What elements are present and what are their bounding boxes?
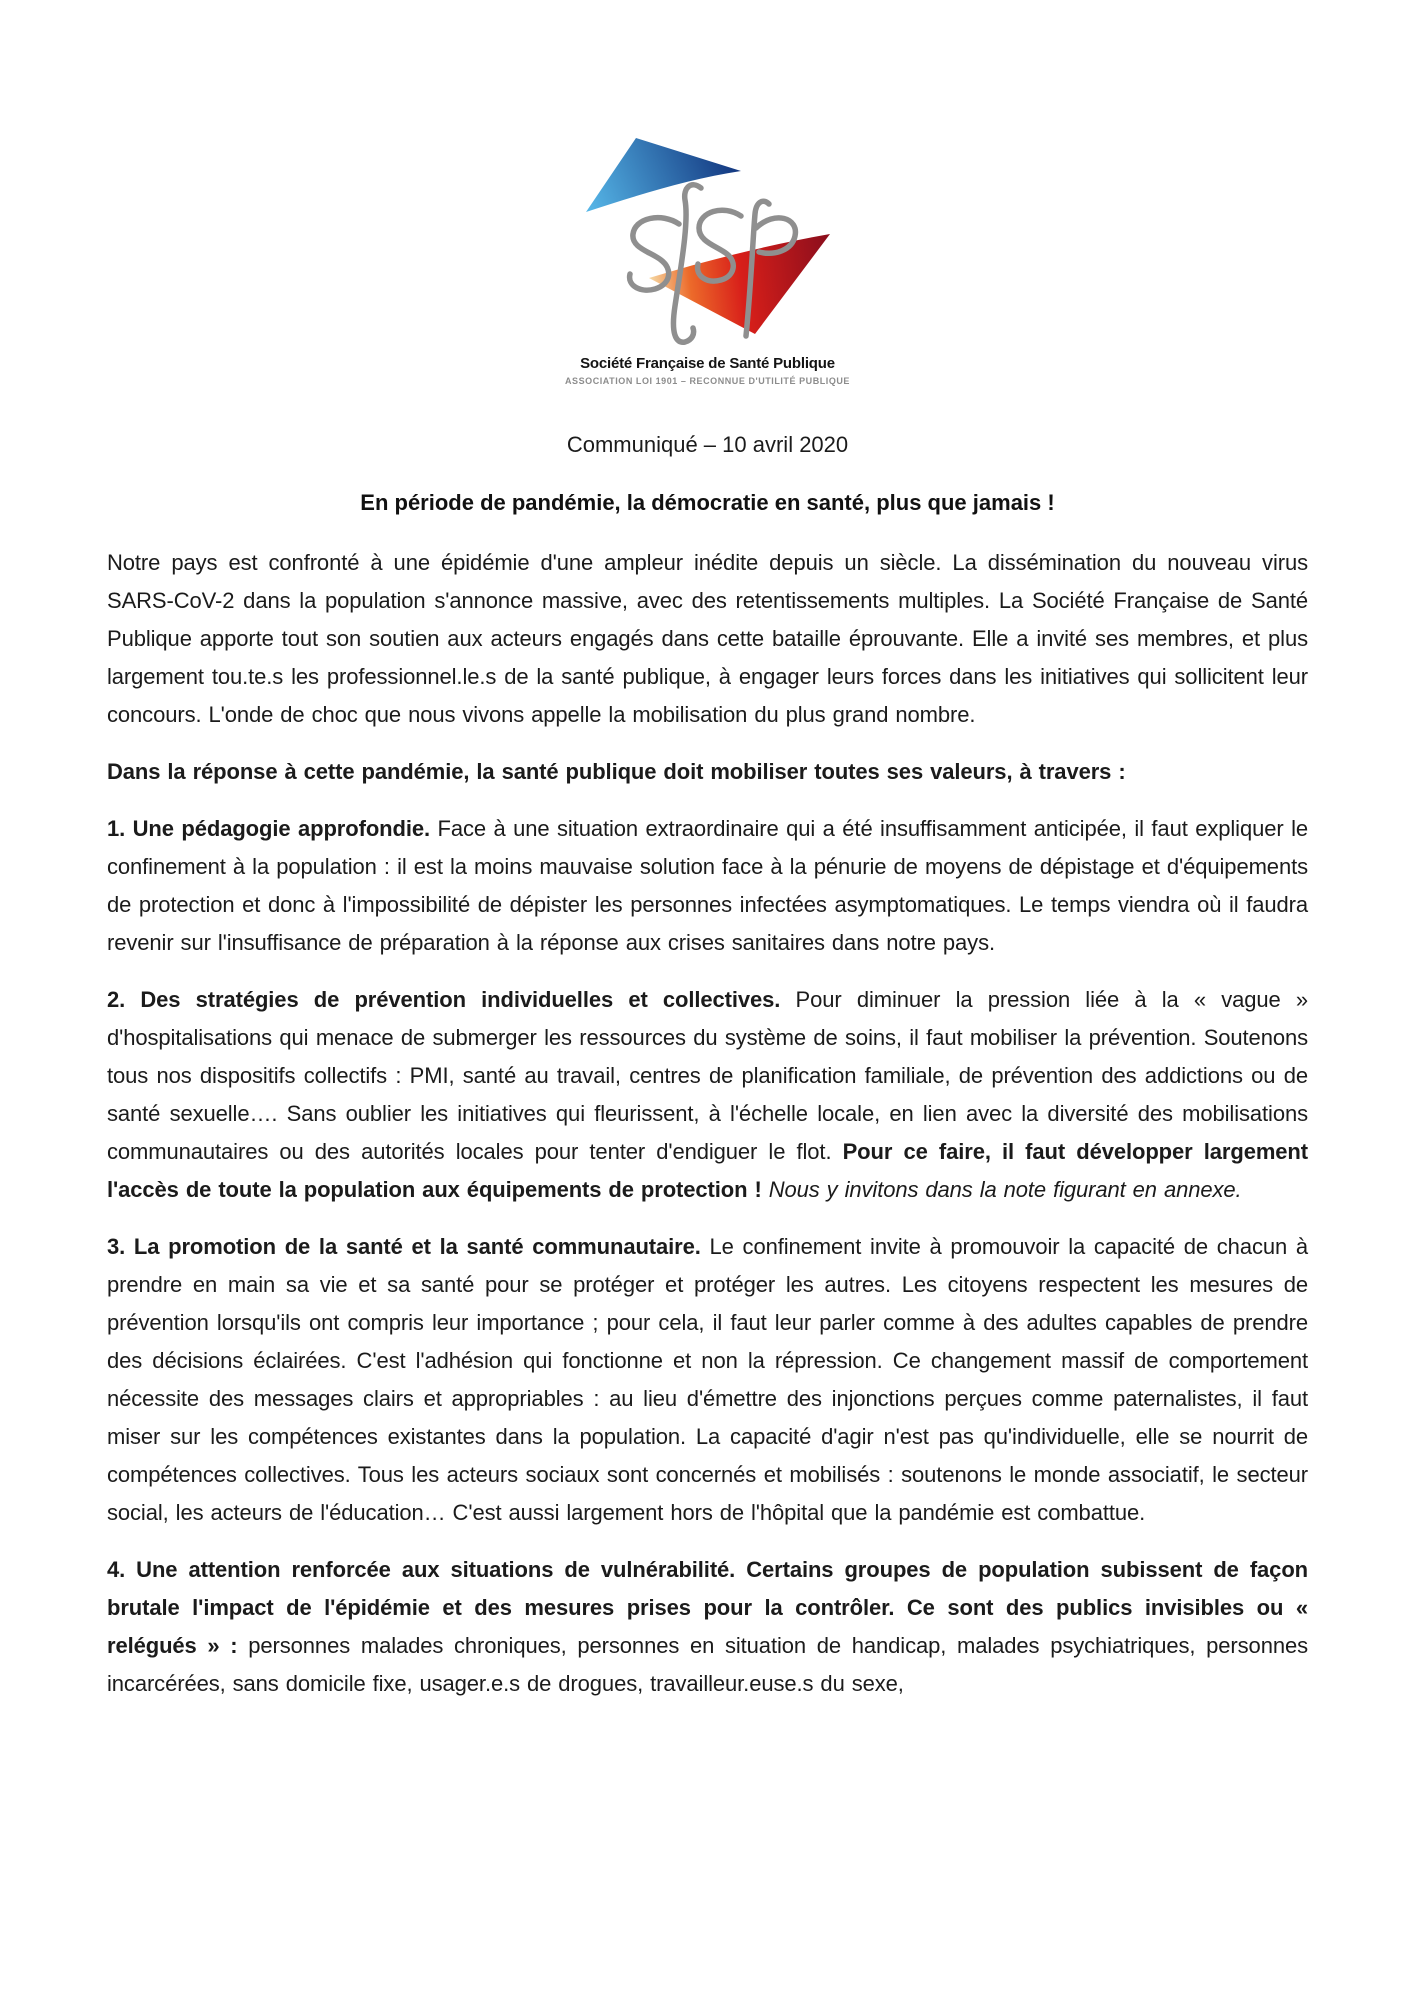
paragraph xyxy=(107,544,1308,734)
text-run-regular: personnes malades chroniques, personnes en situation de handicap, malades psychiatriques, personnes incarcérées, sans domicile fixe, usager.e.s de drogues, travailleur.euse.s du sexe, xyxy=(107,1633,1308,1696)
paragraph xyxy=(107,1551,1308,1703)
text-run-bold: 1. Une pédagogie approfondie. xyxy=(107,816,438,841)
paragraph xyxy=(107,810,1308,962)
text-run-bold: Pour ce faire, il faut développer largement l'accès de toute la population aux équipements de protection ! xyxy=(107,1139,1308,1202)
text-run-italic: Nous y invitons dans la note figurant en annexe. xyxy=(768,1177,1242,1202)
text-run-regular: Face à une situation extraordinaire qui a été insuffisamment anticipée, il faut expliquer le confinement à la population : il est la moins mauvaise solution face à la pénurie de moyens de dépistage et d'équipements de protection et donc à l'impossibilité de dépister les personnes infectées asymptomatiques. Le temps viendra où il faudra revenir sur l'insuffisance de préparation à la réponse aux crises sanitaires dans notre pays. xyxy=(107,816,1308,955)
text-run-regular: Pour diminuer la pression liée à la « vague » d'hospitalisations qui menace de submerger les ressources du système de soins, il faut mobiliser la prévention. Soutenons tous nos dispositifs collectifs : PMI, santé au travail, centres de planification familiale, de prévention des addictions ou de santé sexuelle…. Sans oublier les initiatives qui fleurissent, à l'échelle locale, en lien avec la diversité des mobilisations communautaires ou des autorités locales pour tenter d'endiguer le flot. xyxy=(107,987,1308,1164)
org-subtitle: ASSOCIATION LOI 1901 – RECONNUE D'UTILITÉ PUBLIQUE xyxy=(564,376,850,386)
paragraph xyxy=(107,753,1308,791)
text-run-bold: 4. Une attention renforcée aux situations de vulnérabilité. Certains groupes de population subissent de façon brutale l'impact de l'épidémie et des mesures prises pour la contrôler. Ce sont des publics invisibles ou « relégués » : xyxy=(107,1557,1308,1658)
paragraph xyxy=(107,981,1308,1209)
text-run-regular: Le confinement invite à promouvoir la capacité de chacun à prendre en main sa vie et sa santé pour se protéger et protéger les autres. Les citoyens respectent les mesures de prévention lorsqu'ils ont compris leur importance ; pour cela, il faut leur parler comme à des adultes capables de prendre des décisions éclairées. C'est l'adhésion qui fonctionne et non la répression. Ce changement massif de comportement nécessite des messages clairs et appropriables : au lieu d'émettre des injonctions perçues comme paternalistes, il faut miser sur les compétences existantes dans la population. La capacité d'agir n'est pas qu'individuelle, elle se nourrit de compétences collectives. Tous les acteurs sociaux sont concernés et mobilisés : soutenons le monde associatif, le secteur social, les acteurs de l'éducation… C'est aussi largement hors de l'hôpital que la pandémie est combattue. xyxy=(107,1234,1308,1525)
date-line: Communiqué – 10 avril 2020 xyxy=(566,432,849,457)
document-body xyxy=(107,544,1308,1703)
sfsp-logo xyxy=(107,0,1308,386)
text-run-bold: Dans la réponse à cette pandémie, la santé publique doit mobiliser toutes ses valeurs, à travers : xyxy=(107,759,1126,784)
paragraph xyxy=(107,1228,1308,1532)
logo-blue-triangle xyxy=(586,138,741,212)
text-run-bold: 3. La promotion de la santé et la santé communautaire. xyxy=(107,1234,710,1259)
org-name: Société Française de Santé Publique xyxy=(580,355,835,372)
text-run-regular: Notre pays est confronté à une épidémie d'une ampleur inédite depuis un siècle. La dissémination du nouveau virus SARS-CoV-2 dans la population s'annonce massive, avec des retentissements multiples. La Société Française de Santé Publique apporte tout son soutien aux acteurs engagés dans cette bataille éprouvante. Elle a invité ses membres, et plus largement tou.te.s les professionnel.le.s de la santé publique, à engager leurs forces dans les initiatives qui sollicitent leur concours. L'onde de choc que nous vivons appelle la mobilisation du plus grand nombre. xyxy=(107,550,1308,727)
sfsp-logo-icon xyxy=(583,136,833,348)
document-title: En période de pandémie, la démocratie en santé, plus que jamais ! xyxy=(360,490,1055,515)
text-run-bold: 2. Des stratégies de prévention individuelles et collectives. xyxy=(107,987,796,1012)
